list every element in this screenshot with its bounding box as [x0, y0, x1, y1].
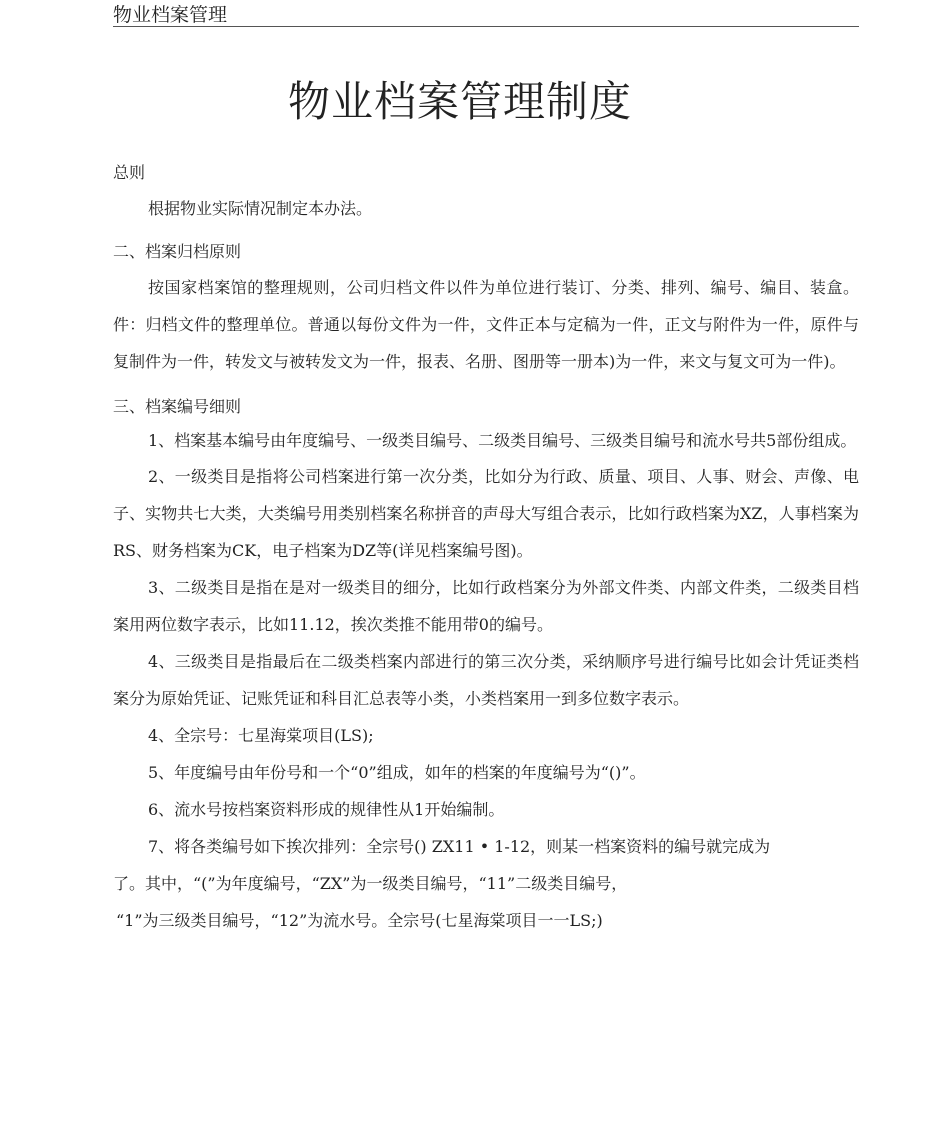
document-title: 物业档案管理制度: [287, 77, 632, 126]
document-body: [113, 160, 859, 939]
paragraph-rule-3: 3、二级类目是指在是对一级类目的细分，比如行政档案分为外部文件类、内部文件类，二级类目档案用两位数字表示，比如11.12，挨次类推不能用带0的编号。: [113, 578, 859, 634]
section-heading-numbering-rules: 三、档案编号细则: [113, 397, 242, 416]
paragraph-rule-1: 1、档案基本编号由年度编号、一级类目编号、二级类目编号、三级类目编号和流水号共5部份组成。: [148, 431, 857, 450]
paragraph-rule-7-line: 了。其中，“(”为年度编号，“ZX”为一级类目编号，“11”二级类目编号，: [113, 874, 628, 893]
section-heading-filing-principles: 二、档案归档原则: [113, 242, 242, 261]
paragraph-rule-7: [113, 828, 859, 939]
paragraph-general: 根据物业实际情况制定本办法。: [148, 199, 373, 218]
paragraph-rule-7-line: 7、将各类编号如下挨次排列：全宗号() ZX11 • 1-12，则某一档案资料的编号就完成为: [148, 837, 771, 856]
paragraph-rule-2: 2、一级类目是指将公司档案进行第一次分类，比如分为行政、质量、项目、人事、财会、声像、电子、实物共七大类，大类编号用类别档案名称拼音的声母大写组合表示，比如行政档案为XZ，人事档案为RS、财务档案为CK，电子档案为DZ等(详见档案编号图)。: [113, 467, 859, 560]
paragraph-rule-5: 5、年度编号由年份号和一个“0”组成，如年的档案的年度编号为“()”。: [148, 763, 646, 782]
paragraph-rule-4-third-level: 4、三级类目是指最后在二级类档案内部进行的第三次分类，采纳顺序号进行编号比如会计凭证类档案分为原始凭证、记账凭证和科目汇总表等小类，小类档案用一到多位数字表示。: [113, 652, 859, 708]
paragraph-rule-6: 6、流水号按档案资料形成的规律性从1开始编制。: [148, 800, 505, 819]
paragraph-rule-4-fonds: 4、全宗号：七星海棠项目(LS);: [148, 726, 374, 745]
running-header: 物业档案管理: [113, 4, 859, 27]
section-heading-general: 总则: [113, 163, 146, 182]
paragraph-rule-7-line: “1”为三级类目编号，“12”为流水号。全宗号(七星海棠项目一一LS;): [116, 911, 603, 930]
paragraph-filing-principles: 按国家档案馆的整理规则，公司归档文件以件为单位进行装订、分类、排列、编号、编目、装盒。件：归档文件的整理单位。普通以每份文件为一件，文件正本与定稿为一件，正文与附件为一件，原件与复制件为一件，转发文与被转发文为一件，报表、名册、图册等一册本)为一件，来文与复文可为一件)。: [113, 278, 859, 371]
